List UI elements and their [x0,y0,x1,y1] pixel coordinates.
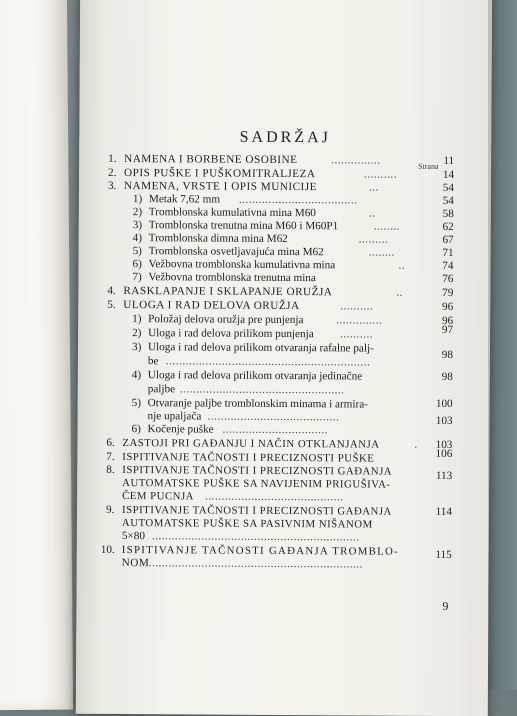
page-number: 9 [442,598,449,614]
list-item: 2) Tromblonska kumulativna mina M60 .. 58 [132,206,454,221]
list-item: 3) Tromblonska trenutna mina M60 i M60P1 ........ 62 [132,219,454,234]
list-item: 6) Kočenje puške ................................ 103 [131,414,453,437]
list-item: NOM ................................................................. 115 [121,548,452,571]
list-item: 7) Vežbovna tromblonska trenutna mina 76 [132,271,454,286]
list-item: 7. ISPITIVANJE TAČNOSTI I PRECIZNOSTI PUŠKE 106 [106,447,453,465]
list-item: 6) Vežbovna tromblonska kumulativna mina .. 74 [132,258,454,273]
list-item: 1) Položaj delova oružja pre punjenja .............. 96 [132,313,454,328]
list-item: 4) Uloga i rad delova prilikom otvaranja jedinačne [131,369,363,383]
list-item: 1) Metak 7,62 mm .................................... 54 [132,193,454,208]
list-item: paljbe .................................................. 98 [147,370,453,397]
list-item: AUTOMATSKE PUŠKE SA NAVIJENIM PRIGUŠIVA- [122,477,391,491]
list-item: AUTOMATSKE PUŠKE SA PASIVNIM NIŠANOM [121,517,373,531]
list-item: 2) Uloga i rad delova prilikom punjenja .......... 97 [132,323,454,341]
list-item: 5. ULOGA I RAD DELOVA ORUŽJA .......... 96 [107,298,454,314]
list-item: 3) Uloga i rad delova prilikom otvaranja rafalne palj- [131,341,374,355]
list-item: 4) Tromblonska dimna mina M62 ......... 67 [132,232,454,247]
list-item: 9. ISPITIVANJE TAČNOSTI I PRECIZNOSTI GAĐANJA [105,503,392,518]
list-item: nje upaljača ........................................ 100 [147,397,453,424]
list-item: 2. OPIS PUŠKE I PUŠKOMITRALJEZA .......... 14 [108,166,455,182]
list-item: 3. NAMENA, VRSTE I OPIS MUNICIJE ... 54 [107,179,455,195]
column-label: Strana [418,161,439,171]
list-item: 5) Tromblonska osvetljavajuća mina M62 ........ 71 [132,245,454,260]
page-shadow [488,0,517,690]
table-of-contents [76,0,492,716]
list-item: 1. NAMENA I BORBENE OSOBINE ............... 11 [108,152,455,168]
book-page [76,0,492,716]
list-item: 10. ISPITIVANJE TAČNOSTI GAĐANJA TROMBLO- [100,543,400,558]
list-item: be .............................................................. 98 [147,348,453,369]
list-item: 8. ISPITIVANJE TAČNOSTI I PRECIZNOSTI GAĐANJA [106,463,393,478]
list-item: 5) Otvaranje paljbe tromblonskim minama i armira- [131,397,368,411]
page-title: SADRŽAJ [239,128,331,147]
list-item: ČEM PUCNJA .......................................... 113 [122,469,453,504]
list-item: 6. ZASTOJI PRI GAĐANJU I NAČIN OTKLANJANJA . 103 [106,436,453,452]
left-page-edge [0,0,73,710]
list-item: 5×80 ............................................................... 114 [121,505,453,544]
list-item: 4. RASKLAPANJE I SKLAPANJE ORUŽJA .. 79 [107,284,454,300]
